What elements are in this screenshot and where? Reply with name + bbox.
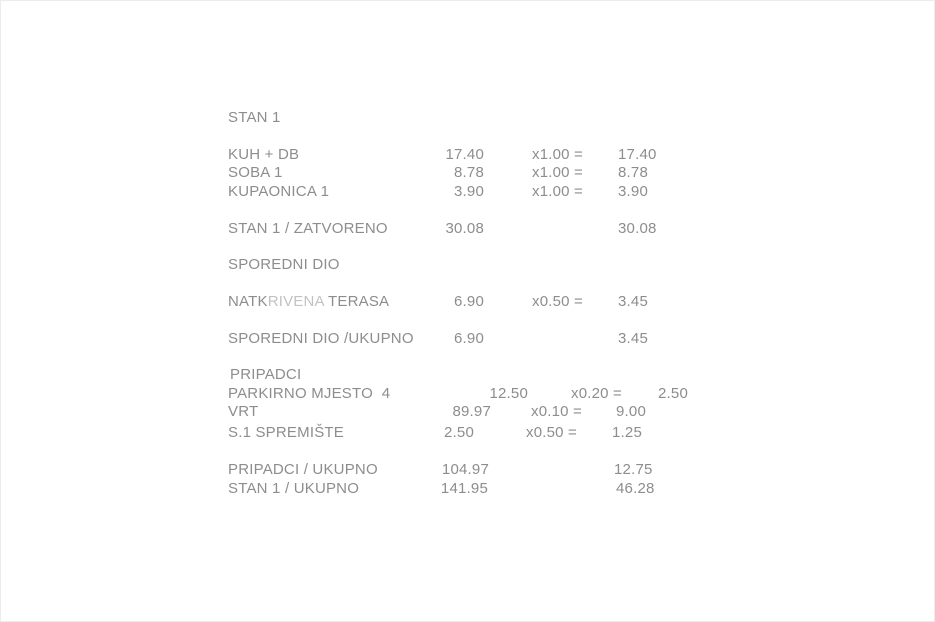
row-area-value: 6.90	[454, 330, 484, 347]
row-label: SOBA 1	[228, 164, 283, 181]
section-title: STAN 1	[228, 109, 281, 126]
table-row-stan1-zatvoreno-total	[1, 221, 934, 237]
row-label: STAN 1 / UKUPNO	[228, 480, 360, 497]
row-result-value: 8.78	[618, 164, 648, 181]
row-area-value: 104.97	[441, 461, 489, 478]
row-factor: x0.50 =	[532, 293, 584, 310]
row-label: PRIPADCI / UKUPNO	[228, 461, 378, 478]
table-row-soba1	[1, 165, 934, 181]
row-factor: x1.00 =	[532, 183, 584, 200]
row-result-value: 3.45	[618, 293, 648, 310]
row-label: VRT	[228, 403, 259, 420]
row-label-part: TERASA	[323, 293, 390, 310]
row-label-part-faded: RIVENA	[267, 293, 324, 310]
row-factor: x0.10 =	[531, 403, 583, 420]
table-row-parkirno-mjesto	[1, 386, 934, 402]
row-label: KUPAONICA 1	[228, 183, 330, 200]
row-result-value: 30.08	[618, 220, 657, 237]
row-factor: x1.00 =	[532, 164, 584, 181]
row-factor: x0.50 =	[526, 424, 578, 441]
section-heading-stan1	[1, 110, 934, 126]
table-row-spremiste	[1, 425, 934, 441]
row-result-value: 12.75	[614, 461, 653, 478]
table-row-natkrivena-terasa	[1, 294, 934, 310]
row-label: SPOREDNI DIO /UKUPNO	[228, 330, 414, 347]
row-label: PARKIRNO MJESTO 4	[228, 385, 391, 402]
row-result-value: 3.45	[618, 330, 648, 347]
row-label: KUH + DB	[228, 146, 300, 163]
row-area-value: 30.08	[445, 220, 484, 237]
row-result-value: 1.25	[612, 424, 642, 441]
row-area-value: 12.50	[489, 385, 528, 402]
section-title: PRIPADCI	[230, 366, 302, 383]
row-area-value: 6.90	[454, 293, 484, 310]
table-row-vrt	[1, 404, 934, 420]
row-area-value: 141.95	[440, 480, 488, 497]
row-label-part: NATK	[228, 293, 268, 310]
section-title: SPOREDNI DIO	[228, 256, 340, 273]
row-label: STAN 1 / ZATVORENO	[228, 220, 388, 237]
row-area-value: 3.90	[454, 183, 484, 200]
row-label: S.1 SPREMIŠTE	[228, 424, 344, 441]
table-row-sporedni-dio-total	[1, 331, 934, 347]
row-label	[228, 294, 389, 310]
table-row-kuh-db	[1, 147, 934, 163]
row-area-value: 2.50	[444, 424, 474, 441]
row-area-value: 89.97	[452, 403, 491, 420]
row-result-value: 2.50	[658, 385, 688, 402]
row-result-value: 17.40	[618, 146, 657, 163]
table-row-kupaonica1	[1, 184, 934, 200]
row-result-value: 3.90	[618, 183, 648, 200]
row-result-value: 9.00	[616, 403, 646, 420]
row-area-value: 17.40	[445, 146, 484, 163]
row-factor: x0.20 =	[571, 385, 623, 402]
section-heading-pripadci	[1, 367, 934, 383]
section-heading-sporedni-dio	[1, 257, 934, 273]
row-area-value: 8.78	[454, 164, 484, 181]
row-factor: x1.00 =	[532, 146, 584, 163]
table-row-pripadci-total	[1, 462, 934, 478]
table-row-stan1-total	[1, 481, 934, 497]
row-result-value: 46.28	[616, 480, 655, 497]
